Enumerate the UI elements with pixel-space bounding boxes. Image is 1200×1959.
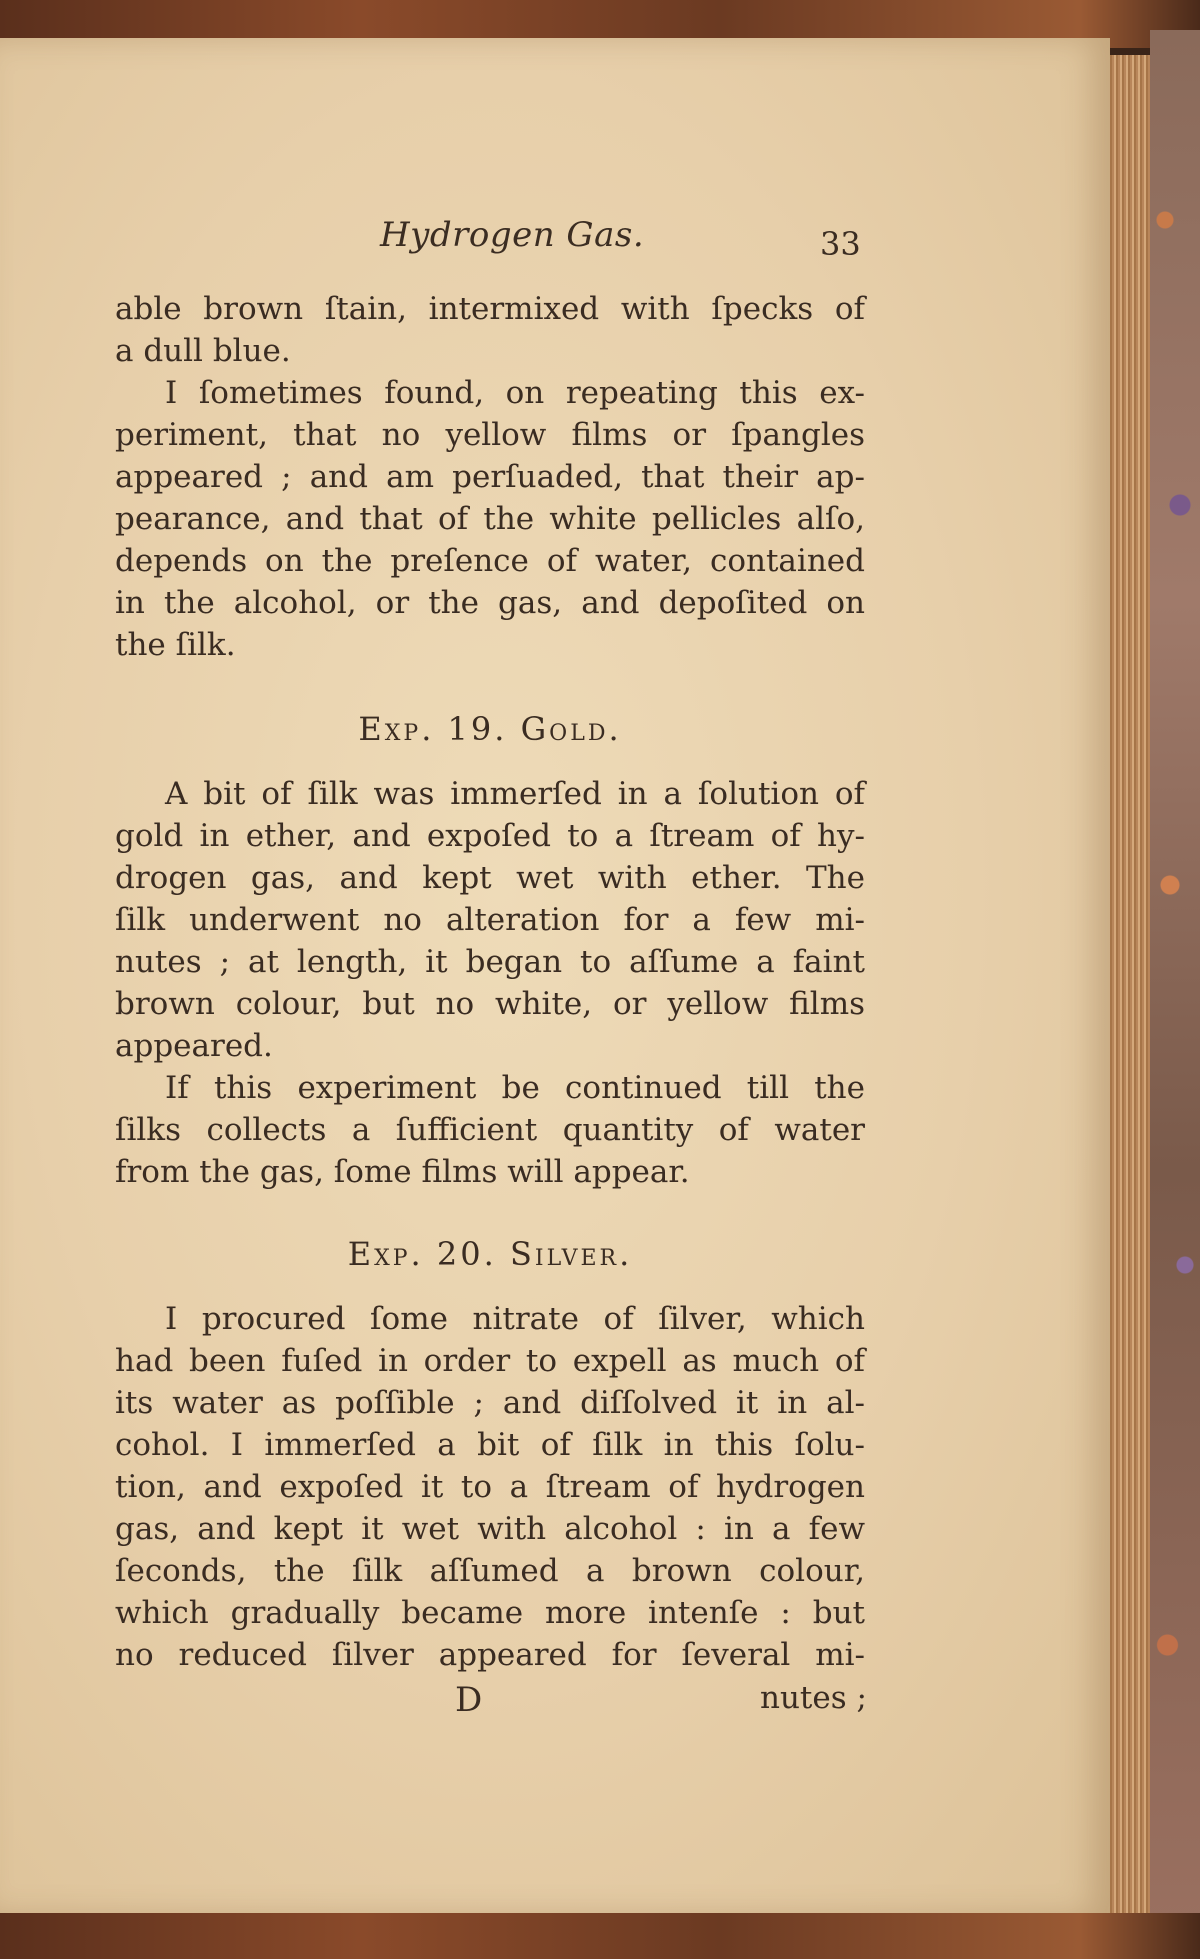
text-line: ſilk underwent no alteration for a few mi-	[115, 902, 865, 938]
text-line: brown colour, but no white, or yellow films	[115, 986, 865, 1022]
text-line: from the gas, ſome films will appear.	[115, 1154, 690, 1190]
text-line: If this experiment be continued till the	[165, 1070, 865, 1106]
text-line: drogen gas, and kept wet with ether. The	[115, 860, 865, 896]
text-line: ſeconds, the ſilk aſſumed a brown colour,	[115, 1553, 865, 1589]
text-line: cohol. I immerſed a bit of ſilk in this ſolu-	[115, 1427, 865, 1463]
text-line: gas, and kept it wet with alcohol : in a few	[115, 1511, 865, 1547]
marbled-cover-edge	[1150, 30, 1200, 1930]
book-binding-bottom	[0, 1913, 1200, 1959]
running-header-title: Hydrogen Gas.	[380, 215, 645, 255]
catchword: nutes ;	[760, 1680, 867, 1716]
text-line: its water as poſſible ; and diſſolved it in al-	[115, 1385, 865, 1421]
text-line: able brown ſtain, intermixed with ſpecks of	[115, 291, 865, 327]
text-line: tion, and expoſed it to a ſtream of hydrogen	[115, 1469, 865, 1505]
text-line: I ſometimes found, on repeating this ex-	[165, 375, 865, 411]
section-heading-silver: Exp. 20. Silver.	[347, 1235, 633, 1273]
page-number: 33	[820, 225, 861, 263]
paragraph-block-1	[115, 288, 865, 666]
text-line: nutes ; at length, it began to aſſume a faint	[115, 944, 865, 980]
paragraph-block-2	[115, 773, 865, 1193]
section-heading-gold: Exp. 19. Gold.	[358, 710, 622, 748]
text-line: which gradually became more intenſe : but	[115, 1595, 865, 1631]
text-line: had been fuſed in order to expell as much of	[115, 1343, 865, 1379]
text-line: appeared ; and am perſuaded, that their ap-	[115, 459, 865, 495]
text-line: periment, that no yellow films or ſpangles	[115, 417, 865, 453]
text-line: I procured ſome nitrate of ſilver, which	[165, 1301, 865, 1337]
text-line: ſilks collects a ſufficient quantity of water	[115, 1112, 865, 1148]
text-line: pearance, and that of the white pellicles alſo,	[115, 501, 865, 537]
text-line: depends on the preſence of water, contained	[115, 543, 865, 579]
text-line: gold in ether, and expoſed to a ſtream of hy-	[115, 818, 865, 854]
text-line: appeared.	[115, 1028, 273, 1064]
text-line: the ſilk.	[115, 627, 236, 663]
text-line: A bit of ſilk was immerſed in a ſolution of	[165, 776, 865, 812]
signature-mark: D	[455, 1680, 483, 1720]
text-line: a dull blue.	[115, 333, 291, 369]
text-line: in the alcohol, or the gas, and depoſited on	[115, 585, 865, 621]
text-line: no reduced ſilver appeared for ſeveral mi-	[115, 1637, 865, 1673]
paragraph-block-3	[115, 1298, 865, 1676]
